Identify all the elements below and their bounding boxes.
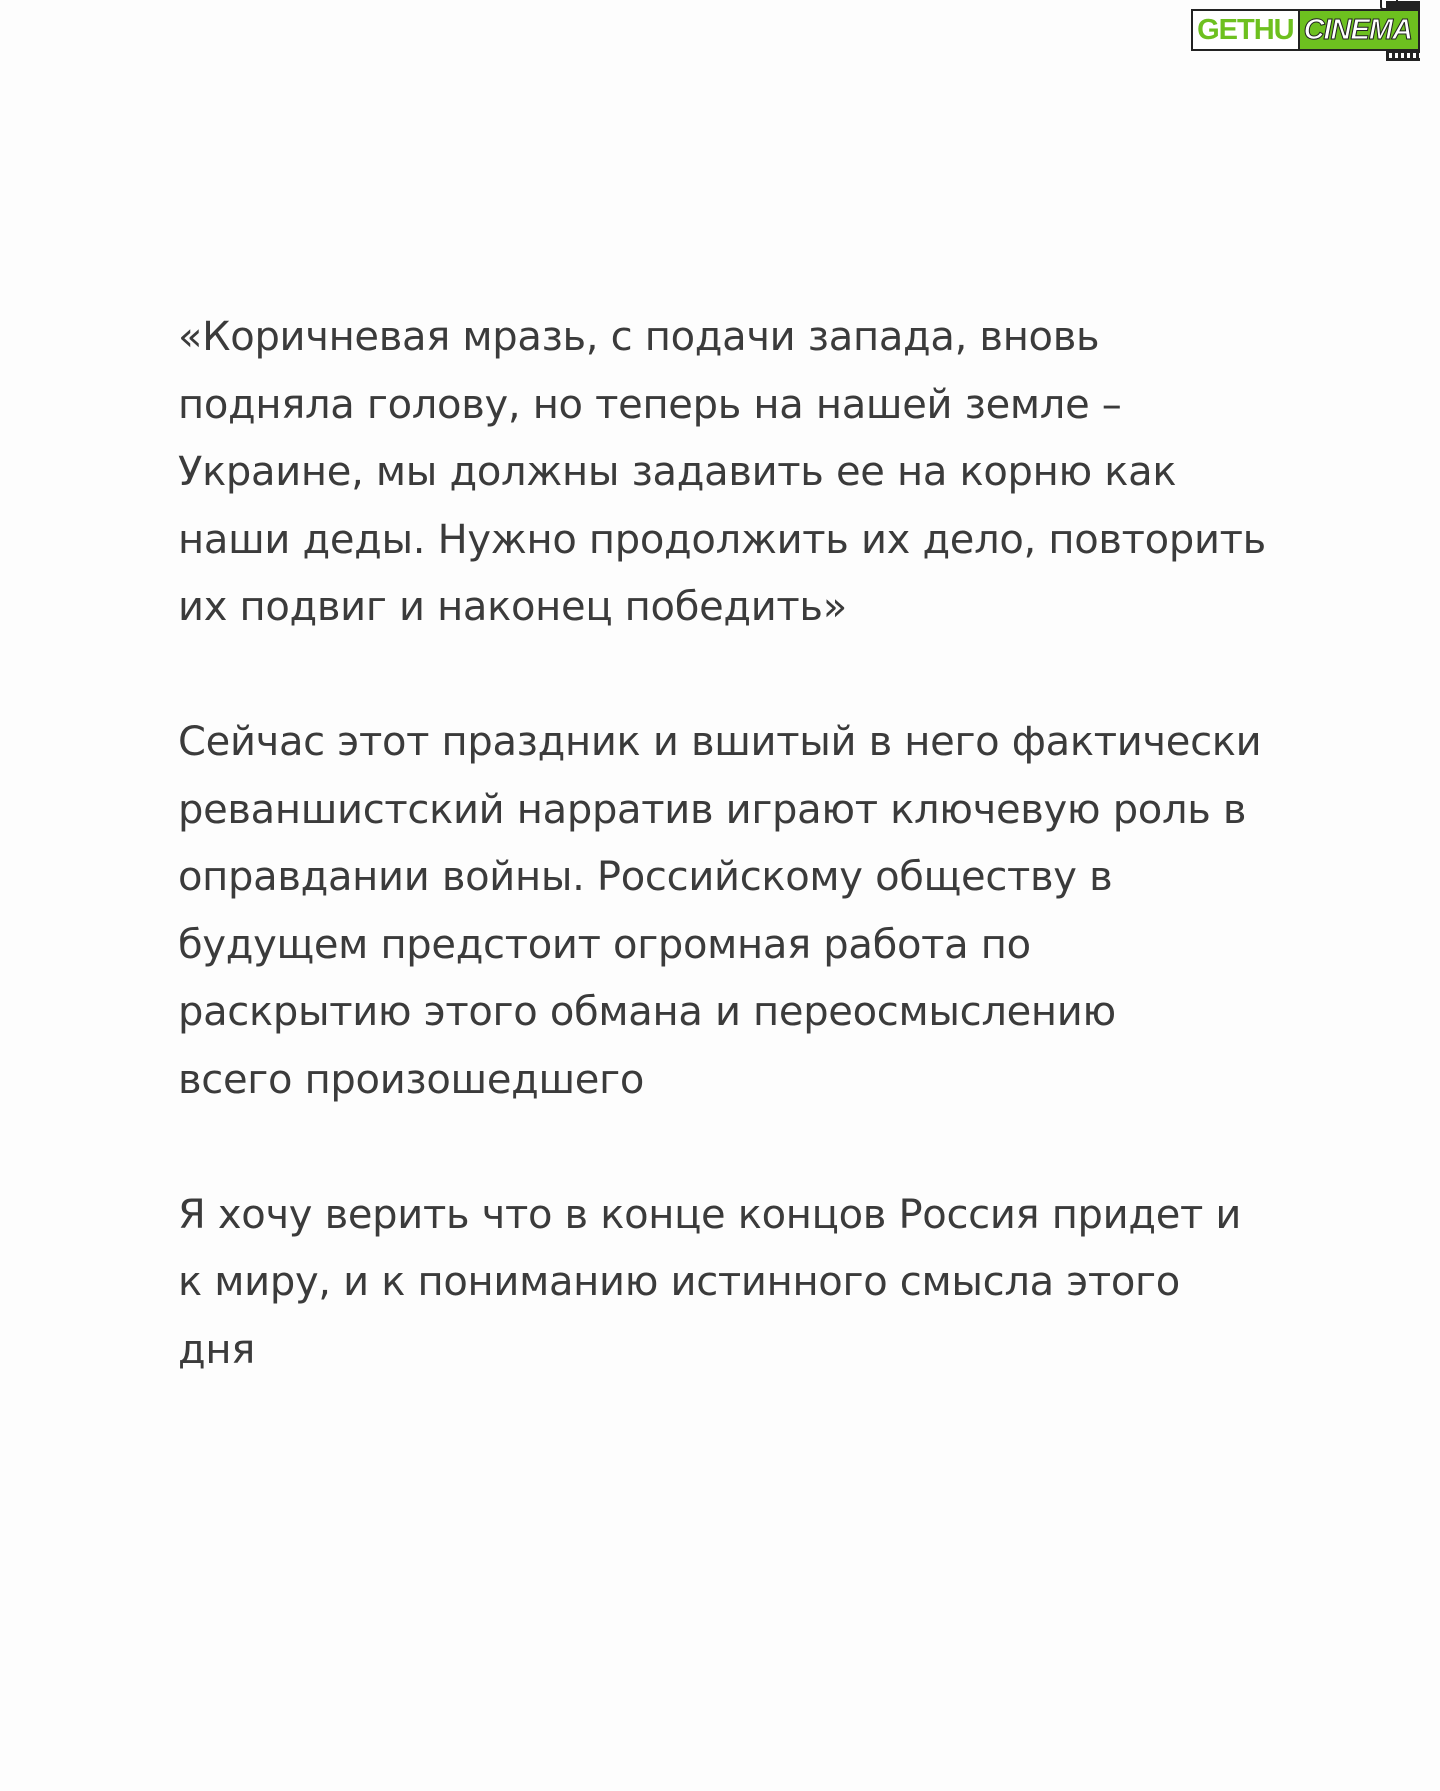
paragraph-commentary <box>178 709 1338 1114</box>
paragraph-line: всего произошедшего <box>178 1056 644 1103</box>
watermark-left-text: GETHU <box>1191 9 1298 51</box>
paragraph-line: Сейчас этот праздник и вшитый в него фактически <box>178 719 1262 765</box>
paragraph-line: оправдании войны. Российскому обществу в <box>178 854 1113 900</box>
film-strip-bottom-icon <box>1386 49 1420 61</box>
watermark-right-label: CINEMA <box>1303 14 1412 46</box>
paragraph-line: раскрытию этого обмана и переосмыслению <box>178 989 1116 1035</box>
paragraph-line: реваншистский нарратив играют ключевую роль в <box>178 786 1247 833</box>
text-body <box>178 304 1338 1452</box>
watermark-right-text <box>1298 9 1420 51</box>
paragraph-line: к миру, и к пониманию истинного смысла этого <box>178 1259 1180 1305</box>
film-strip-icon <box>1386 1 1420 11</box>
paragraph-line: наши деды. Нужно продолжить их дело, повторить <box>178 516 1266 563</box>
paragraph-line: будущем предстоит огромная работа по <box>178 921 1031 968</box>
paragraph-line: подняла голову, но теперь на нашей земле – <box>178 381 1122 428</box>
paragraph-line: дня <box>178 1326 255 1373</box>
paragraph-line: «Коричневая мразь, с подачи запада, вновь <box>178 314 1100 360</box>
paragraph-line: Украине, мы должны задавить ее на корню как <box>178 449 1177 495</box>
paragraph-line: Я хочу верить что в конце концов Россия придет и <box>178 1191 1242 1238</box>
paragraph-quote <box>178 304 1338 642</box>
paragraph-line: их подвиг и наконец победить» <box>178 584 847 630</box>
paragraph-hope <box>178 1182 1338 1385</box>
watermark-logo <box>1191 8 1420 52</box>
